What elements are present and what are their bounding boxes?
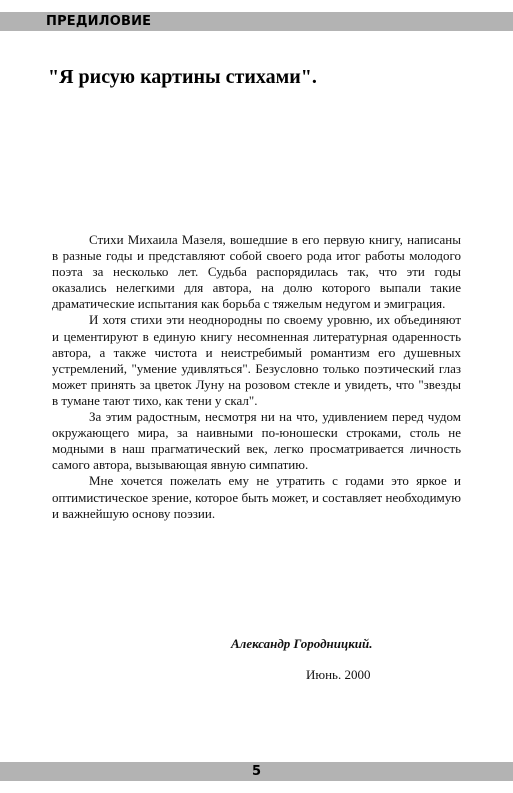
page-title: "Я рисую картины стихами". [48, 66, 317, 88]
page-number: 5 [251, 764, 262, 779]
paragraph: Мне хочется пожелать ему не утратить с годами это яркое и оптимистическое зрение, которое быть может, и составляет необходимую и важнейшую основу поэзии. [52, 473, 461, 521]
footer-bar [0, 762, 513, 781]
paragraph: За этим радостным, несмотря ни на что, удивлением перед чудом окружающего мира, за наивными по-юношески строками, столь не модными в наш прагматический век, легко просматривается личность самого автора, вызывающая явную симпатию. [52, 409, 461, 473]
section-label: ПРЕДИЛОВИЕ [46, 14, 152, 29]
header-bar [0, 12, 513, 31]
body-text [52, 232, 461, 522]
date: Июнь. 2000 [306, 667, 371, 682]
author-signature: Александр Городницкий. [231, 636, 373, 651]
paragraph: И хотя стихи эти неоднородны по своему уровню, их объединяют и цементируют в единую книгу несомненная литературная одаренность автора, а также чистота и неистребимый романтизм его душевных устремлений, "умение удивляться". Безусловно только поэтический глаз может принять за цветок Луну на розовом стекле и увидеть, что "звезды в тумане тают тихо, как тени у скал". [52, 312, 461, 408]
paragraph: Стихи Михаила Мазеля, вошедшие в его первую книгу, написаны в разные годы и представляют собой своего рода итог работы молодого поэта за несколько лет. Судьба распорядилась так, что эти годы оказались нелегкими для автора, на долю которого выпали такие драматические испытания как борьба с тяжелым недугом и эмиграция. [52, 232, 461, 312]
